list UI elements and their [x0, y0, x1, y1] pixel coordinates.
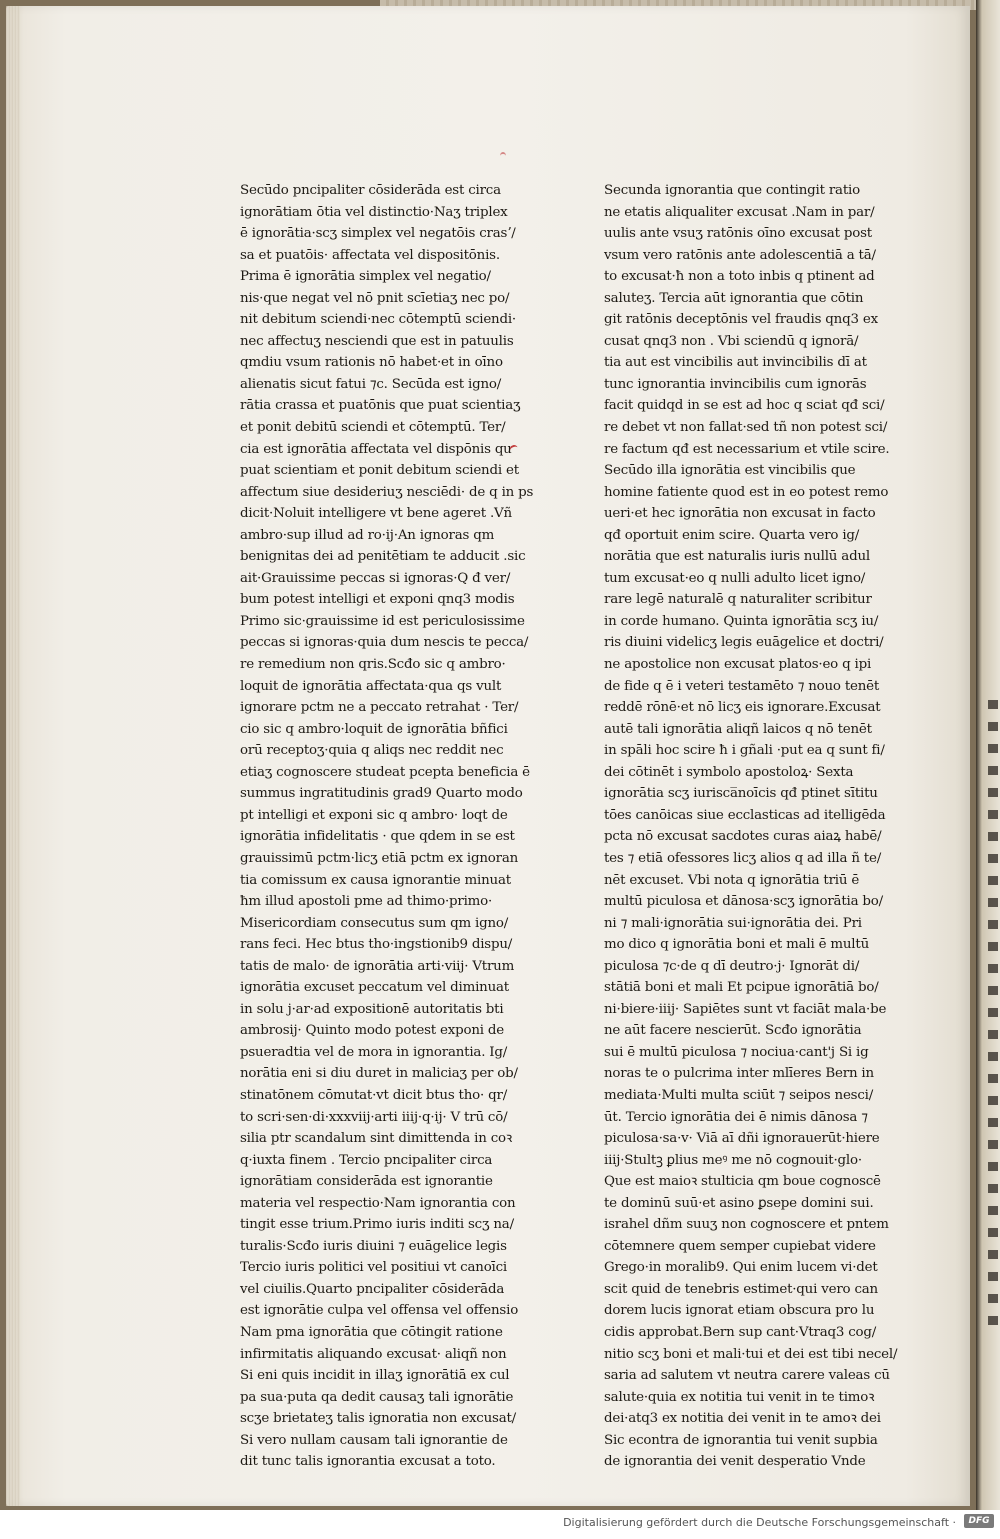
text-line: rātia crassa et puatōnis que puat scientiaʒ [240, 398, 521, 414]
text-line: rans feci. Hec btus tho·ingstionib9 dispu/ [240, 937, 513, 953]
left-text-column [240, 180, 542, 1473]
text-line: Secunda ignorantia que contingit ratio [604, 183, 860, 198]
text-line: noras te o pulcrima inter mlīeres Bern in [604, 1066, 874, 1082]
text-line: stinatōnem cōmutat·vt dicit btus tho· qr/ [240, 1087, 508, 1103]
text-line: ni·biere·iiij· Sapiētes sunt vt faciāt mala·be [604, 1001, 887, 1017]
text-line: qđ oportuit enim scire. Quarta vero ig/ [604, 527, 860, 543]
text-line: mediata·Multi multa sciūt ⁊ seipos nesci/ [604, 1087, 874, 1103]
text-line: de fide q ē i veteri testamēto ⁊ nouo tenēt [604, 678, 880, 694]
text-line: ūt. Tercio ignorātia dei ē nimis dānosa ⁊ [604, 1109, 868, 1125]
text-line: iiij·Stultꝫ ꝑlius meꝰ me nō cognouit·glo· [604, 1152, 862, 1168]
text-line: piculosa·sa·v· Viā aī dñi ignorauerūt·hiere [604, 1131, 880, 1147]
text-line: ignorātia scʒ iurisca̅noīcis qđ ptinet sītitu [604, 786, 878, 802]
text-line: psueradtia vel de mora in ignorantia. Ig/ [240, 1044, 508, 1060]
text-line: ambrosij· Quinto modo potest exponi de [240, 1023, 505, 1039]
text-line: etiaʒ cognoscere studeat pcepta beneficia ē [240, 764, 530, 780]
text-line: grauissimū pctm·licʒ etiā pctm ex ignoran [240, 850, 519, 866]
text-line: nit debitum sciendi·nec cōtemptū sciendi· [240, 312, 516, 328]
text-line: tingit esse trium.Primo iuris inditi scʒ na/ [240, 1217, 514, 1233]
text-line: homine fatiente quod est in eo potest remo [604, 484, 889, 500]
text-line: sa et puatōis· affectata vel dispositōnis. [240, 247, 500, 263]
facing-page-marks [986, 700, 1000, 1360]
text-line: alienatis sicut fatui ⁊c. Secūda est igno/ [240, 376, 502, 392]
text-line: ambro·sup illud ad ro·ij·An ignoras qm [240, 527, 495, 543]
text-line: q·iuxta finem . Tercio pncipaliter circa [240, 1152, 493, 1168]
text-line: ne etatis aliqualiter excusat .Nam in par/ [604, 204, 875, 220]
text-line: norātia eni si diu duret in maliciaʒ per ob/ [240, 1066, 518, 1082]
text-line: bum potest intelligi et exponi qnq3 modis [240, 592, 515, 608]
text-line: tia aut est vincibilis aut invincibilis dī at [604, 355, 867, 371]
text-line: in spāli hoc scire ħ i gñali ·put ea q sunt fi/ [604, 743, 885, 759]
text-line: cia est ignorātia affectata vel dispōnis qu [240, 441, 512, 457]
text-line: tes ⁊ etiā ofessores licʒ alios q ad illa ñ te/ [604, 850, 882, 866]
text-line: in corde humano. Quinta ignorātia scʒ iu/ [604, 613, 879, 629]
text-line: ait·Grauissime peccas si ignoras·Q đ ver/ [240, 570, 511, 586]
text-line: Si vero nullam causam tali ignorantie de [240, 1432, 508, 1448]
page-stack-edge [6, 6, 20, 1506]
text-line: ignorātia excuset peccatum vel diminuat [240, 980, 509, 996]
text-line: tatis de malo· de ignorātia arti·viij· Vtrum [240, 958, 515, 974]
text-line: nis·que negat vel nō pnit scīetiaʒ nec po/ [240, 290, 510, 306]
text-line: ignorātiam considerāda est ignorantie [240, 1174, 493, 1190]
text-line: cidis approbat.Bern sup cant·Vtraq3 cog/ [604, 1324, 877, 1340]
text-line: israhel dñm suuʒ non cognoscere et pntem [604, 1217, 889, 1233]
text-line: dicit·Noluit intelligere vt bene ageret .Vñ [240, 506, 512, 522]
text-line: silia ptr scandalum sint dimittenda in coꝛ [240, 1131, 513, 1147]
text-line: loquit de ignorātia affectata·qua qs vult [240, 678, 502, 694]
text-line: turalis·Scđo iuris diuini ⁊ euāgelice legis [240, 1238, 507, 1254]
text-line: Prima ē ignorātia simplex vel negatio/ [240, 269, 491, 285]
text-line: benignitas dei ad penitētiam te adducit .sic [240, 549, 526, 565]
text-line: te dominū suū·et asino ꝑsepe domini sui. [604, 1195, 874, 1211]
text-line: pa sua·puta qa dedit causaʒ tali ignorātie [240, 1389, 514, 1405]
text-line: vsum vero ratōnis ante adolescentiā a tā/ [604, 247, 876, 263]
text-line: dei·atq3 ex notitia dei venit in te amoꝛ dei [604, 1411, 881, 1427]
text-line: scit quid de tenebris estimet·qui vero can [604, 1281, 878, 1297]
text-line: peccas si ignoras·quia dum nescis te pecca/ [240, 635, 529, 651]
text-line: saluteʒ. Tercia aūt ignorantia que cōtin [604, 290, 864, 306]
text-line: nēt excuset. Vbi nota q ignorātia triū ē [604, 872, 860, 888]
text-line: to scri·sen·di·xxxviij·arti iiij·q·ij· V trū cō/ [240, 1109, 508, 1125]
text-line: ne apostolice non excusat platos·eo q ipi [604, 657, 872, 673]
text-line: rare legē naturalē q naturaliter scribitur [604, 592, 872, 608]
text-line: Sic econtra de ignorantia tui venit supbia [604, 1432, 878, 1448]
text-line: orū receptoʒ·quia q aliqs nec reddit nec [240, 743, 504, 759]
text-line: Secūdo pncipaliter cōsiderāda est circa [240, 183, 501, 198]
text-line: dit tunc talis ignorantia excusat a toto. [240, 1454, 496, 1470]
text-line: Tercio iuris politici vel positiui vt canoīci [240, 1260, 508, 1276]
text-line: Secūdo illa ignorātia est vincibilis que [604, 463, 856, 479]
text-line: saria ad salutem vt neutra carere valeas cū [604, 1368, 890, 1384]
rubrication-mark [500, 152, 506, 160]
text-line: tunc ignorantia invincibilis cum ignorās [604, 376, 867, 392]
text-line: puat scientiam et ponit debitum sciendi et [240, 463, 519, 479]
text-line: tia comissum ex causa ignorantie minuat [240, 872, 511, 888]
text-line: tōes canōicas siue ecclasticas ad itelligēda [604, 807, 886, 823]
text-line: in solu j·ar·ad expositionē autoritatis bti [240, 1001, 504, 1017]
text-line: pt intelligi et exponi sic q ambro· loqt de [240, 807, 508, 823]
text-line: qmdiu vsum rationis nō habet·et in oīno [240, 355, 503, 371]
text-line: ignorare pctm ne a peccato retrahat · Ter/ [240, 700, 519, 716]
text-line: git ratōnis deceptōnis vel fraudis qnq3 ex [604, 312, 878, 328]
text-line: re debet vt non fallat·sed tñ non potest sci/ [604, 420, 888, 436]
text-line: ħm illud apostoli pme ad thimo·primo· [240, 894, 493, 910]
text-line: to excusat·ħ non a toto inbis q ptinent ad [604, 269, 875, 285]
text-line: infirmitatis aliquando excusat· aliqñ non [240, 1346, 507, 1362]
text-line: cio sic q ambro·loquit de ignorātia bñfici [240, 721, 508, 737]
text-line: cōtemnere quem semper cupiebat videre [604, 1238, 876, 1254]
text-line: Primo sic·grauissime id est periculosissime [240, 613, 525, 629]
text-line: ueri·et hec ignorātia non excusat in facto [604, 506, 876, 522]
text-line: norātia que est naturalis iuris nullū adul [604, 549, 870, 565]
text-line: re remedium non qris.Scđo sic q ambro· [240, 657, 506, 673]
text-line: autē tali ignorātia aliqñ laicos q nō tenēt [604, 721, 872, 737]
text-line: stātiā boni et mali Et pcipue ignorātiā bo/ [604, 980, 879, 996]
text-line: cusat qnq3 non . Vbi sciendū q ignorā/ [604, 333, 859, 349]
text-line: Grego·in moralib9. Qui enim lucem vi·det [604, 1260, 878, 1276]
funding-credit: Digitalisierung gefördert durch die Deutsche Forschungsgemeinschaft · [563, 1516, 956, 1529]
text-line: ne aūt facere nescierūt. Scđo ignorātia [604, 1023, 862, 1039]
text-line: sui ē multū piculosa ⁊ nociua·cant'j Si ig [604, 1044, 869, 1060]
text-line: uulis ante vsuʒ ratōnis oīno excusat post [604, 226, 872, 242]
text-line: facit quidqd in se est ad hoc q sciat qđ sci/ [604, 398, 885, 414]
text-line: ris diuini videlicʒ legis euāgelice et doctri/ [604, 635, 884, 651]
text-line: vel ciuilis.Quarto pncipaliter cōsiderāda [240, 1281, 505, 1297]
text-line: ignorātiam ōtia vel distinctio·Naʒ triplex [240, 204, 508, 220]
text-line: ē ignorātia·scʒ simplex vel negatōis crasʼ/ [240, 226, 516, 242]
text-line: Si eni quis incidit in illaʒ ignorātiā ex cul [240, 1368, 510, 1384]
dfg-logo: DFG [964, 1514, 994, 1528]
text-line: dorem lucis ignorat etiam obscura pro lu [604, 1303, 875, 1319]
text-line: tum excusat·eo q nulli adulto licet igno/ [604, 570, 866, 586]
text-line: affectum siue desideriuʒ nesciēdi· de q in ps [240, 484, 534, 500]
text-line: est ignorātie culpa vel offensa vel offensio [240, 1303, 519, 1319]
text-line: et ponit debitū sciendi et cōtemptū. Ter/ [240, 420, 506, 436]
text-line: mo dico q ignorātia boni et mali ē multū [604, 937, 869, 953]
text-line: Misericordiam consecutus sum qm igno/ [240, 915, 509, 931]
right-text-column [604, 180, 906, 1473]
text-line: re factum qđ est necessarium et vtile scire. [604, 441, 890, 457]
text-line: piculosa ⁊c·de q dī deutro·j· Ignorāt di/ [604, 958, 860, 974]
text-line: nec affectuʒ nesciendi que est in patuulis [240, 333, 514, 349]
text-line: de ignorantia dei venit desperatio Vnde [604, 1454, 866, 1470]
text-line: ni ⁊ mali·ignorātia sui·ignorātia dei. Pri [604, 915, 862, 931]
text-line: dei cōtinēt i symbolo apostoloꝝ· Sexta [604, 764, 854, 780]
text-line: pcta nō excusat sacdotes curas aiaꝝ habē/ [604, 829, 882, 845]
text-line: Nam pma ignorātia que cōtingit ratione [240, 1324, 503, 1340]
text-line: multū piculosa et dānosa·scʒ ignorātia bo/ [604, 894, 883, 910]
text-line: Que est maioꝛ stulticia qm boue cognoscē [604, 1174, 881, 1190]
text-line: reddē rōnē·et nō licʒ eis ignorare.Excusat [604, 700, 881, 716]
text-line: salute·quia ex notitia tui venit in te timoꝛ [604, 1389, 875, 1405]
text-line: summus ingratitudinis grad9 Quarto modo [240, 786, 523, 802]
text-line: materia vel respectio·Nam ignorantia con [240, 1195, 516, 1211]
text-line: nitio scʒ boni et mali·tui et dei est tibi necel/ [604, 1346, 898, 1362]
text-line: ignorātia infidelitatis · que qdem in se est [240, 829, 515, 845]
text-line: scʒe brietateʒ talis ignoratia non excusat/ [240, 1411, 516, 1427]
